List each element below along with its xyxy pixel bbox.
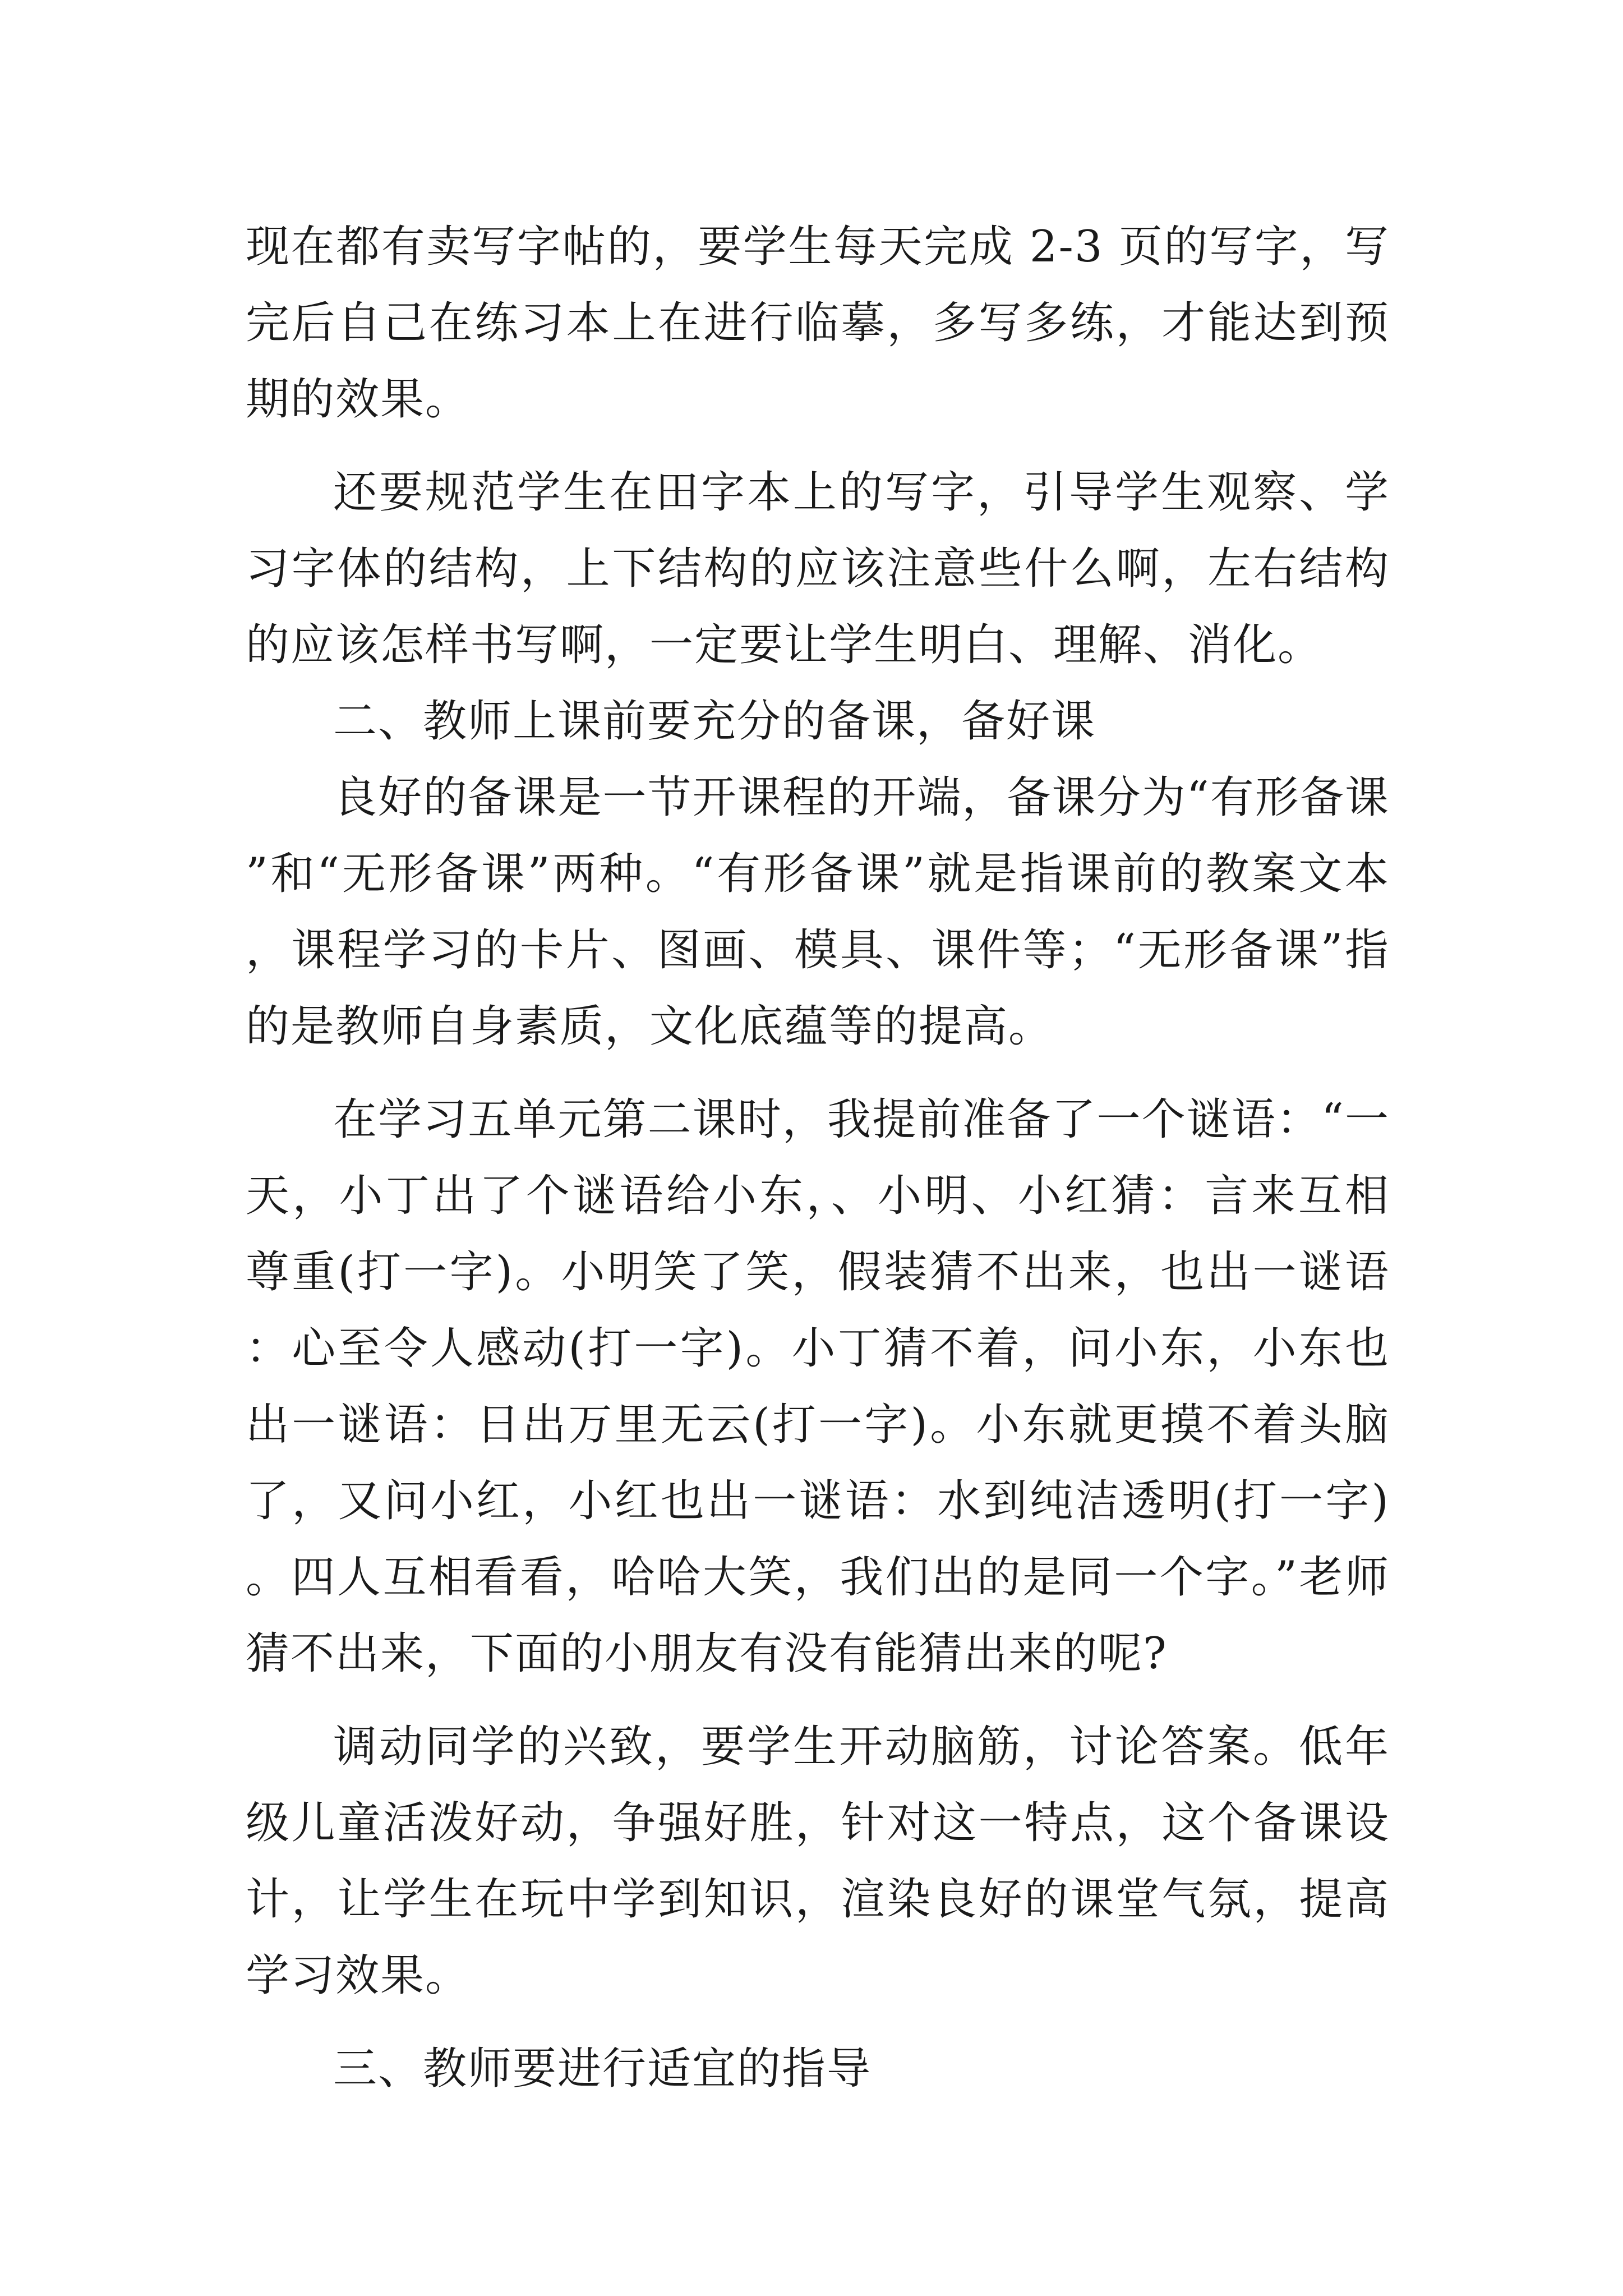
paragraph-spacer [246,1692,1390,1709]
paragraph-writing-practice: 现在都有卖写字帖的，要学生每天完成 2-3 页的写字，写完后自己在练习本上在进行临摹，多写多练，才能达到预期的效果。 [246,222,1390,425]
paragraph-spacer [246,2014,1390,2031]
paragraph-spacer [246,438,1390,454]
paragraph-riddle: 在学习五单元第二课时，我提前准备了一个谜语：“一天，小丁出了个谜语给小东，、小明、小红猜：言来互相尊重(打一字)。小明笑了笑，假装猜不出来，也出一谜语：心至令人感动(打一字)。小丁猜不着，问小东，小东也出一谜语：日出万里无云(打一字)。小东就更摸不着头脑了，又问小红，小红也出一谜语：水到纯洁透明(打一字)。四人互相看看，哈哈大笑，我们出的是同一个字。”老师猜不出来，下面的小朋友有没有能猜出来的呢? [246,1094,1390,1679]
paragraph-lesson-preparation: 良好的备课是一节开课程的开端，备课分为“有形备课”和“无形备课”两种。“有形备课”就是指课前的教案文本，课程学习的卡片、图画、模具、课件等；“无形备课”指的是教师自身素质，文化底蕴等的提高。 [246,772,1390,1052]
paragraph-character-structure: 还要规范学生在田字本上的写字，引导学生观察、学习字体的结构，上下结构的应该注意些什么啊，左右结构的应该怎样书写啊，一定要让学生明白、理解、消化。 [246,467,1390,670]
section-heading-three: 三、教师要进行适宜的指导 [333,2044,872,2094]
document-page [246,209,1390,2107]
paragraph-student-engagement: 调动同学的兴致，要学生开动脑筋，讨论答案。低年级儿童活泼好动，争强好胜，针对这一特点，这个备课设计，让学生在玩中学到知识，渲染良好的课堂气氛，提高学习效果。 [246,1722,1390,2001]
paragraph-spacer [246,1065,1390,1082]
section-heading-two: 二、教师上课前要充分的备课，备好课 [333,696,1096,747]
